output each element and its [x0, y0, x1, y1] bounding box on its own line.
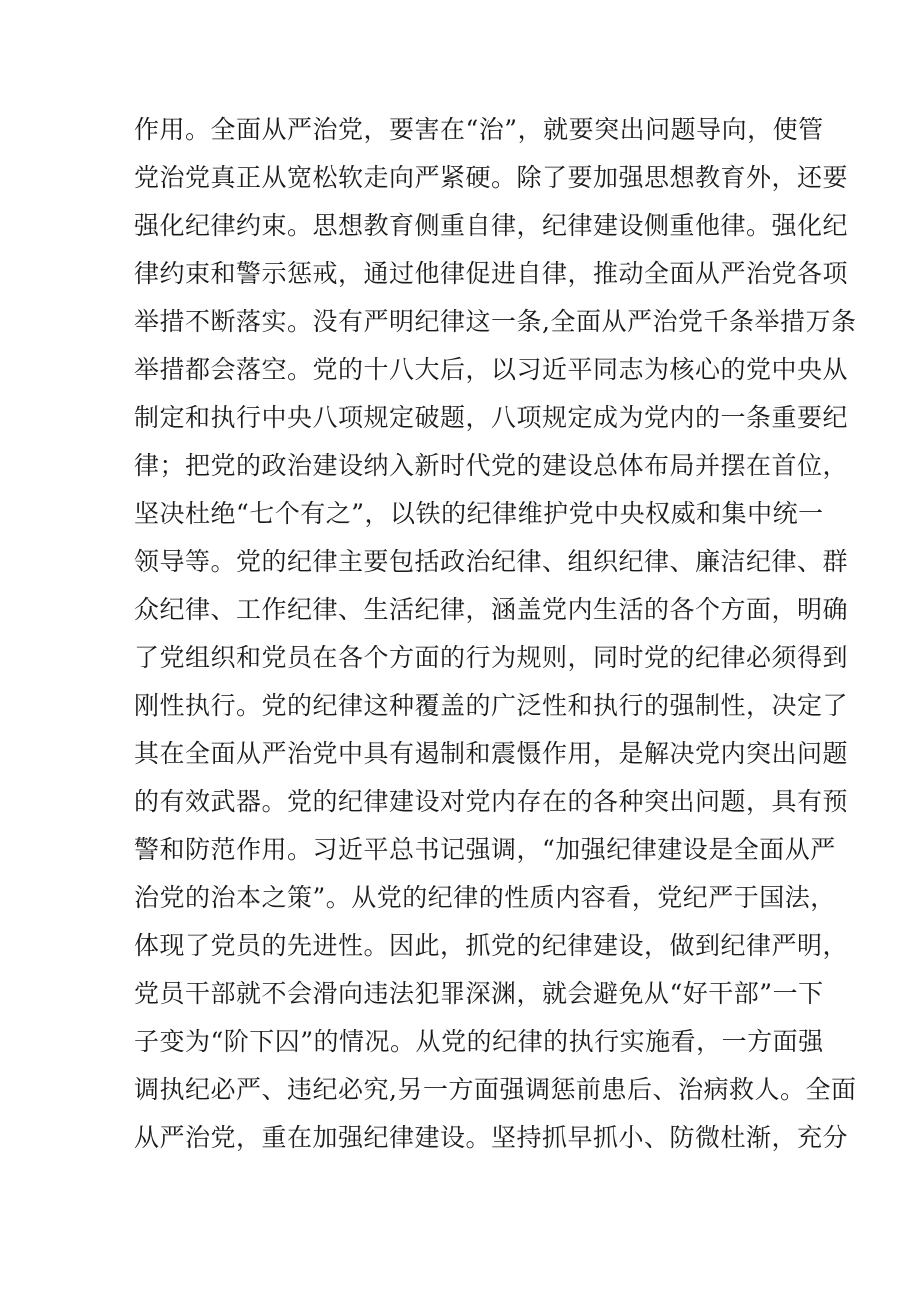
- text-line: 的有效武器。党的纪律建设对党内存在的各种突出问题，具有预: [134, 787, 849, 816]
- text-line: 从严治党，重在加强纪律建设。坚持抓早抓小、防微杜渐，充分: [134, 1123, 849, 1152]
- text-line: 警和防范作用。习近平总书记强调，“加强纪律建设是全面从严: [134, 835, 836, 864]
- text-line: 党治党真正从宽松软走向严紧硬。除了要加强思想教育外，还要: [134, 163, 849, 192]
- text-line: 子变为“阶下囚”的情况。从党的纪律的执行实施看，一方面强: [134, 1027, 824, 1056]
- text-line: 了党组织和党员在各个方面的行为规则，同时党的纪律必须得到: [134, 643, 849, 672]
- text-line: 举措都会落空。党的十八大后，以习近平同志为核心的党中央从: [134, 355, 849, 384]
- text-line: 举措不断落实。没有严明纪律这一条,全面从严治党千条举措万条: [134, 307, 857, 336]
- text-line: 制定和执行中央八项规定破题，八项规定成为党内的一条重要纪: [134, 403, 849, 432]
- text-line: 体现了党员的先进性。因此，抓党的纪律建设，做到纪律严明，: [134, 931, 849, 960]
- text-line: 众纪律、工作纪律、生活纪律，涵盖党内生活的各个方面，明确: [134, 595, 849, 624]
- text-line: 领导等。党的纪律主要包括政治纪律、组织纪律、廉洁纪律、群: [134, 547, 849, 576]
- text-line: 坚决杜绝“七个有之”，以铁的纪律维护党中央权威和集中统一: [134, 499, 824, 528]
- text-line: 刚性执行。党的纪律这种覆盖的广泛性和执行的强制性，决定了: [134, 691, 849, 720]
- text-line: 律；把党的政治建设纳入新时代党的建设总体布局并摆在首位，: [134, 451, 849, 480]
- text-line: 律约束和警示惩戒，通过他律促进自律，推动全面从严治党各项: [134, 259, 849, 288]
- text-line: 治党的治本之策”。从党的纪律的性质内容看，党纪严于国法，: [134, 883, 836, 912]
- text-line: 党员干部就不会滑向违法犯罪深渊，就会避免从“好干部”一下: [134, 979, 824, 1008]
- text-line: 调执纪必严、违纪必究,另一方面强调惩前患后、治病救人。全面: [134, 1075, 857, 1104]
- body-paragraph: [134, 106, 857, 1162]
- text-line: 强化纪律约束。思想教育侧重自律，纪律建设侧重他律。强化纪: [134, 211, 849, 240]
- text-line: 作用。全面从严治党，要害在“治”，就要突出问题导向，使管: [134, 115, 824, 144]
- text-line: 其在全面从严治党中具有遏制和震慑作用，是解决党内突出问题: [134, 739, 849, 768]
